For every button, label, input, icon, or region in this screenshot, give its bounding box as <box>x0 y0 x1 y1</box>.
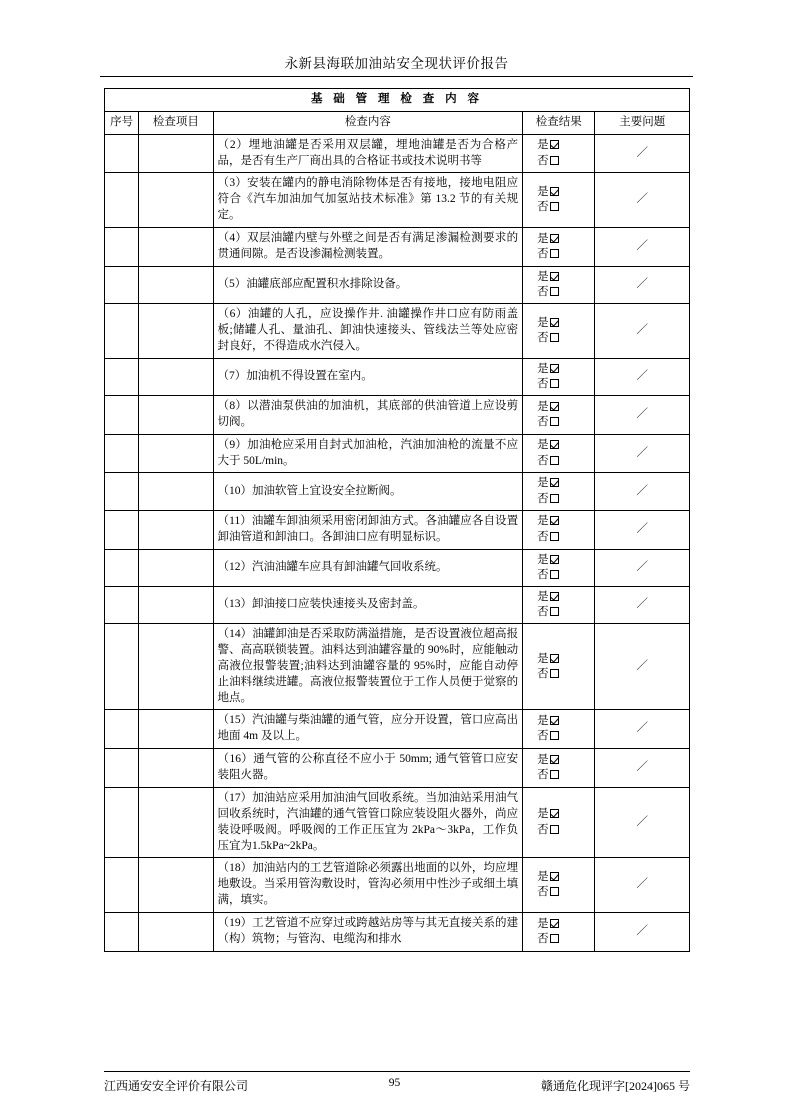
cell-main-problem: ／ <box>595 434 690 473</box>
table-row <box>105 787 690 857</box>
table-row <box>105 749 690 788</box>
result-no-option[interactable] <box>527 605 590 620</box>
result-no-label: 否 <box>537 492 549 505</box>
result-no-checkbox[interactable] <box>550 156 559 165</box>
result-yes-label: 是 <box>537 439 549 452</box>
result-no-checkbox[interactable] <box>550 770 559 779</box>
result-no-label: 否 <box>537 454 549 467</box>
cell-seq <box>105 912 139 951</box>
cell-main-problem: ／ <box>595 858 690 913</box>
result-yes-option[interactable] <box>527 438 590 453</box>
cell-check-content: （5）油罐底部应配置积水排除设备。 <box>213 266 523 303</box>
cell-check-result <box>523 787 595 857</box>
result-yes-checkbox[interactable] <box>550 140 559 149</box>
result-no-checkbox[interactable] <box>550 456 559 465</box>
cell-seq <box>105 358 139 395</box>
cell-check-content: （13）卸油接口应装快速接头及密封盖。 <box>213 586 523 623</box>
cell-seq <box>105 266 139 303</box>
result-no-label: 否 <box>537 154 549 167</box>
cell-check-result <box>523 304 595 359</box>
cell-check-content: （2）埋地油罐是否采用双层罐，埋地油罐是否为合格产品，是否有生产厂商出具的合格证书或技术说明书等 <box>213 134 523 173</box>
cell-main-problem: ／ <box>595 473 690 510</box>
result-no-option[interactable] <box>527 331 590 346</box>
table-row <box>105 624 690 710</box>
cell-item <box>139 358 213 395</box>
result-no-checkbox[interactable] <box>550 249 559 258</box>
cell-check-result <box>523 396 595 435</box>
cell-check-result <box>523 858 595 913</box>
table-row <box>105 912 690 951</box>
cell-check-result <box>523 586 595 623</box>
cell-item <box>139 434 213 473</box>
result-no-label: 否 <box>537 331 549 344</box>
cell-item <box>139 858 213 913</box>
table-row <box>105 473 690 510</box>
result-yes-checkbox[interactable] <box>550 478 559 487</box>
result-yes-checkbox[interactable] <box>550 272 559 281</box>
cell-seq <box>105 228 139 267</box>
result-yes-checkbox[interactable] <box>550 872 559 881</box>
result-no-checkbox[interactable] <box>550 532 559 541</box>
column-header-item: 检查项目 <box>139 111 213 134</box>
result-no-option[interactable] <box>527 247 590 262</box>
table-header-row <box>105 111 690 134</box>
cell-check-result <box>523 266 595 303</box>
cell-seq <box>105 858 139 913</box>
result-no-checkbox[interactable] <box>550 731 559 740</box>
cell-main-problem: ／ <box>595 749 690 788</box>
result-yes-option[interactable] <box>527 232 590 247</box>
cell-seq <box>105 510 139 549</box>
result-yes-option[interactable] <box>527 652 590 667</box>
result-yes-option[interactable] <box>527 185 590 200</box>
cell-main-problem: ／ <box>595 228 690 267</box>
cell-item <box>139 473 213 510</box>
cell-item <box>139 710 213 749</box>
page-footer <box>104 1071 690 1094</box>
cell-check-content: （15）汽油罐与柴油罐的通气管，应分开设置，管口应高出地面 4m 及以上。 <box>213 710 523 749</box>
result-yes-option[interactable] <box>527 714 590 729</box>
cell-check-result <box>523 749 595 788</box>
cell-check-content: （7）加油机不得设置在室内。 <box>213 358 523 395</box>
cell-check-result <box>523 549 595 586</box>
cell-main-problem: ／ <box>595 304 690 359</box>
table-row <box>105 304 690 359</box>
result-yes-label: 是 <box>537 270 549 283</box>
result-yes-option[interactable] <box>527 807 590 822</box>
result-yes-label: 是 <box>537 553 549 566</box>
cell-seq <box>105 304 139 359</box>
cell-main-problem: ／ <box>595 134 690 173</box>
cell-main-problem: ／ <box>595 173 690 228</box>
result-yes-checkbox[interactable] <box>550 755 559 764</box>
result-yes-option[interactable] <box>527 553 590 568</box>
result-no-checkbox[interactable] <box>550 669 559 678</box>
cell-seq <box>105 624 139 710</box>
result-yes-checkbox[interactable] <box>550 592 559 601</box>
cell-check-result <box>523 473 595 510</box>
column-header-problem: 主要问题 <box>595 111 690 134</box>
cell-check-content: （6）油罐的人孔，应设操作井. 油罐操作井口应有防雨盖板;储罐人孔、量油孔、卸油快速接头、管线法兰等处应密封良好，不得造成水汽侵入。 <box>213 304 523 359</box>
table-row <box>105 586 690 623</box>
result-yes-checkbox[interactable] <box>550 234 559 243</box>
result-no-label: 否 <box>537 377 549 390</box>
result-no-option[interactable] <box>527 285 590 300</box>
result-no-checkbox[interactable] <box>550 202 559 211</box>
result-no-option[interactable] <box>527 729 590 744</box>
cell-check-content: （4）双层油罐内壁与外壁之间是否有满足渗漏检测要求的贯通间隙。是否设渗漏检测装置。 <box>213 228 523 267</box>
result-yes-option[interactable] <box>527 476 590 491</box>
cell-item <box>139 173 213 228</box>
cell-item <box>139 266 213 303</box>
cell-check-content: （16）通气管的公称直径不应小于 50mm; 通气管管口应安装阻火器。 <box>213 749 523 788</box>
table-row <box>105 173 690 228</box>
result-no-checkbox[interactable] <box>550 934 559 943</box>
cell-check-result <box>523 434 595 473</box>
result-no-option[interactable] <box>527 885 590 900</box>
result-yes-label: 是 <box>537 715 549 728</box>
result-no-label: 否 <box>537 201 549 214</box>
result-yes-label: 是 <box>537 232 549 245</box>
result-no-label: 否 <box>537 606 549 619</box>
cell-check-result <box>523 624 595 710</box>
result-yes-label: 是 <box>537 590 549 603</box>
cell-check-content: （11）油罐车卸油须采用密闭卸油方式。各油罐应各自设置卸油管道和卸油口。各卸油口应有明显标识。 <box>213 510 523 549</box>
page-content <box>104 88 690 952</box>
cell-check-content: （3）安装在罐内的静电消除物体是否有接地，接地电阻应符合《汽车加油加气加氢站技术标准》第 13.2 节的有关规定。 <box>213 173 523 228</box>
table-row <box>105 510 690 549</box>
table-row <box>105 549 690 586</box>
footer-company: 江西通安安全评价有限公司 <box>104 1079 249 1093</box>
column-header-content: 检查内容 <box>213 111 523 134</box>
result-no-option[interactable] <box>527 530 590 545</box>
table-row <box>105 396 690 435</box>
result-yes-checkbox[interactable] <box>550 716 559 725</box>
result-no-label: 否 <box>537 667 549 680</box>
result-no-option[interactable] <box>527 415 590 430</box>
result-no-option[interactable] <box>527 200 590 215</box>
cell-seq <box>105 586 139 623</box>
result-yes-label: 是 <box>537 477 549 490</box>
result-yes-label: 是 <box>537 753 549 766</box>
cell-main-problem: ／ <box>595 549 690 586</box>
result-no-label: 否 <box>537 568 549 581</box>
result-yes-label: 是 <box>537 870 549 883</box>
cell-item <box>139 912 213 951</box>
cell-item <box>139 228 213 267</box>
cell-check-result <box>523 710 595 749</box>
result-no-label: 否 <box>537 730 549 743</box>
result-no-label: 否 <box>537 285 549 298</box>
cell-main-problem: ／ <box>595 510 690 549</box>
result-no-label: 否 <box>537 886 549 899</box>
result-yes-checkbox[interactable] <box>550 364 559 373</box>
cell-item <box>139 787 213 857</box>
cell-seq <box>105 134 139 173</box>
cell-check-content: （14）油罐卸油是否采取防满溢措施，是否设置液位超高报警、高高联锁装置。油料达到油罐容量的 90%时，应能触动高液位报警装置;油料达到油罐容量的 95%时，应能自动停止油料继续进罐。高液位报警装置位于工作人员便于觉察的地点。 <box>213 624 523 710</box>
table-title-row <box>105 89 690 112</box>
cell-main-problem: ／ <box>595 710 690 749</box>
result-no-option[interactable] <box>527 568 590 583</box>
result-no-option[interactable] <box>527 154 590 169</box>
header-divider <box>100 76 693 77</box>
table-row <box>105 358 690 395</box>
result-yes-option[interactable] <box>527 138 590 153</box>
result-yes-label: 是 <box>537 515 549 528</box>
table-row <box>105 710 690 749</box>
result-no-option[interactable] <box>527 932 590 947</box>
result-yes-checkbox[interactable] <box>550 402 559 411</box>
result-yes-checkbox[interactable] <box>550 516 559 525</box>
result-yes-label: 是 <box>537 139 549 152</box>
cell-main-problem: ／ <box>595 586 690 623</box>
cell-main-problem: ／ <box>595 787 690 857</box>
cell-check-content: （9）加油枪应采用自封式加油枪，汽油加油枪的流量不应大于 50L/min。 <box>213 434 523 473</box>
result-yes-label: 是 <box>537 400 549 413</box>
result-yes-label: 是 <box>537 808 549 821</box>
cell-seq <box>105 173 139 228</box>
cell-item <box>139 586 213 623</box>
result-yes-option[interactable] <box>527 400 590 415</box>
result-no-option[interactable] <box>527 823 590 838</box>
result-no-label: 否 <box>537 530 549 543</box>
cell-check-result <box>523 510 595 549</box>
cell-item <box>139 624 213 710</box>
cell-main-problem: ／ <box>595 396 690 435</box>
result-yes-checkbox[interactable] <box>550 187 559 196</box>
result-no-label: 否 <box>537 823 549 836</box>
result-no-option[interactable] <box>527 454 590 469</box>
result-no-option[interactable] <box>527 768 590 783</box>
footer-doc-number: 赣通危化现评字[2024]065 号 <box>540 1079 690 1093</box>
cell-seq <box>105 749 139 788</box>
result-no-checkbox[interactable] <box>550 494 559 503</box>
cell-check-content: （18）加油站内的工艺管道除必须露出地面的以外，均应埋地敷设。当采用管沟敷设时，管沟必须用中性沙子或细土填满，填实。 <box>213 858 523 913</box>
table-title: 基 础 管 理 检 查 内 容 <box>105 89 690 112</box>
result-no-option[interactable] <box>527 377 590 392</box>
result-yes-checkbox[interactable] <box>550 654 559 663</box>
result-yes-option[interactable] <box>527 753 590 768</box>
result-yes-label: 是 <box>537 316 549 329</box>
cell-check-content: （10）加油软管上宜设安全拉断阀。 <box>213 473 523 510</box>
inspection-table <box>104 88 690 952</box>
result-yes-checkbox[interactable] <box>550 919 559 928</box>
result-no-option[interactable] <box>527 667 590 682</box>
table-row <box>105 266 690 303</box>
table-row <box>105 134 690 173</box>
result-no-checkbox[interactable] <box>550 417 559 426</box>
cell-item <box>139 549 213 586</box>
result-no-checkbox[interactable] <box>550 607 559 616</box>
table-row <box>105 858 690 913</box>
cell-item <box>139 749 213 788</box>
cell-seq <box>105 787 139 857</box>
cell-check-content: （17）加油站应采用加油油气回收系统。当加油站采用油气回收系统时，汽油罐的通气管管口除应装设阻火器外，尚应装设呼吸阀。呼吸阀的工作正压宜为 2kPa～3kPa，工作负压宜为1.5kPa~2kPa。 <box>213 787 523 857</box>
result-yes-option[interactable] <box>527 917 590 932</box>
result-no-checkbox[interactable] <box>550 287 559 296</box>
cell-seq <box>105 710 139 749</box>
result-yes-checkbox[interactable] <box>550 809 559 818</box>
column-header-result: 检查结果 <box>523 111 595 134</box>
cell-check-content: （19）工艺管道不应穿过或跨越站房等与其无直接关系的建（构）筑物；与管沟、电缆沟和排水 <box>213 912 523 951</box>
result-no-checkbox[interactable] <box>550 887 559 896</box>
cell-item <box>139 396 213 435</box>
result-no-label: 否 <box>537 932 549 945</box>
cell-seq <box>105 473 139 510</box>
running-header: 永新县海联加油站安全现状评价报告 <box>284 56 509 71</box>
cell-main-problem: ／ <box>595 624 690 710</box>
cell-item <box>139 304 213 359</box>
cell-check-content: （12）汽油油罐车应具有卸油罐气回收系统。 <box>213 549 523 586</box>
result-yes-label: 是 <box>537 917 549 930</box>
result-no-checkbox[interactable] <box>550 825 559 834</box>
result-no-label: 否 <box>537 247 549 260</box>
result-no-label: 否 <box>537 415 549 428</box>
result-yes-checkbox[interactable] <box>550 318 559 327</box>
cell-seq <box>105 396 139 435</box>
cell-check-result <box>523 358 595 395</box>
table-row <box>105 228 690 267</box>
result-yes-label: 是 <box>537 362 549 375</box>
cell-seq <box>105 549 139 586</box>
table-row <box>105 434 690 473</box>
result-yes-option[interactable] <box>527 590 590 605</box>
cell-check-result <box>523 228 595 267</box>
cell-check-result <box>523 912 595 951</box>
result-yes-option[interactable] <box>527 270 590 285</box>
result-yes-label: 是 <box>537 186 549 199</box>
column-header-seq: 序号 <box>105 111 139 134</box>
result-yes-option[interactable] <box>527 514 590 529</box>
cell-seq <box>105 434 139 473</box>
result-no-label: 否 <box>537 769 549 782</box>
result-no-checkbox[interactable] <box>550 570 559 579</box>
cell-check-content: （8）以潜油泵供油的加油机，其底部的供油管道上应设剪切阀。 <box>213 396 523 435</box>
cell-main-problem: ／ <box>595 912 690 951</box>
footer-page-number: 95 <box>388 1077 401 1089</box>
result-no-checkbox[interactable] <box>550 333 559 342</box>
result-yes-option[interactable] <box>527 362 590 377</box>
cell-check-result <box>523 173 595 228</box>
cell-main-problem: ／ <box>595 358 690 395</box>
cell-main-problem: ／ <box>595 266 690 303</box>
result-no-option[interactable] <box>527 492 590 507</box>
cell-item <box>139 134 213 173</box>
cell-item <box>139 510 213 549</box>
result-yes-option[interactable] <box>527 870 590 885</box>
result-yes-checkbox[interactable] <box>550 555 559 564</box>
result-no-checkbox[interactable] <box>550 379 559 388</box>
cell-check-result <box>523 134 595 173</box>
result-yes-checkbox[interactable] <box>550 440 559 449</box>
result-yes-label: 是 <box>537 652 549 665</box>
result-yes-option[interactable] <box>527 316 590 331</box>
